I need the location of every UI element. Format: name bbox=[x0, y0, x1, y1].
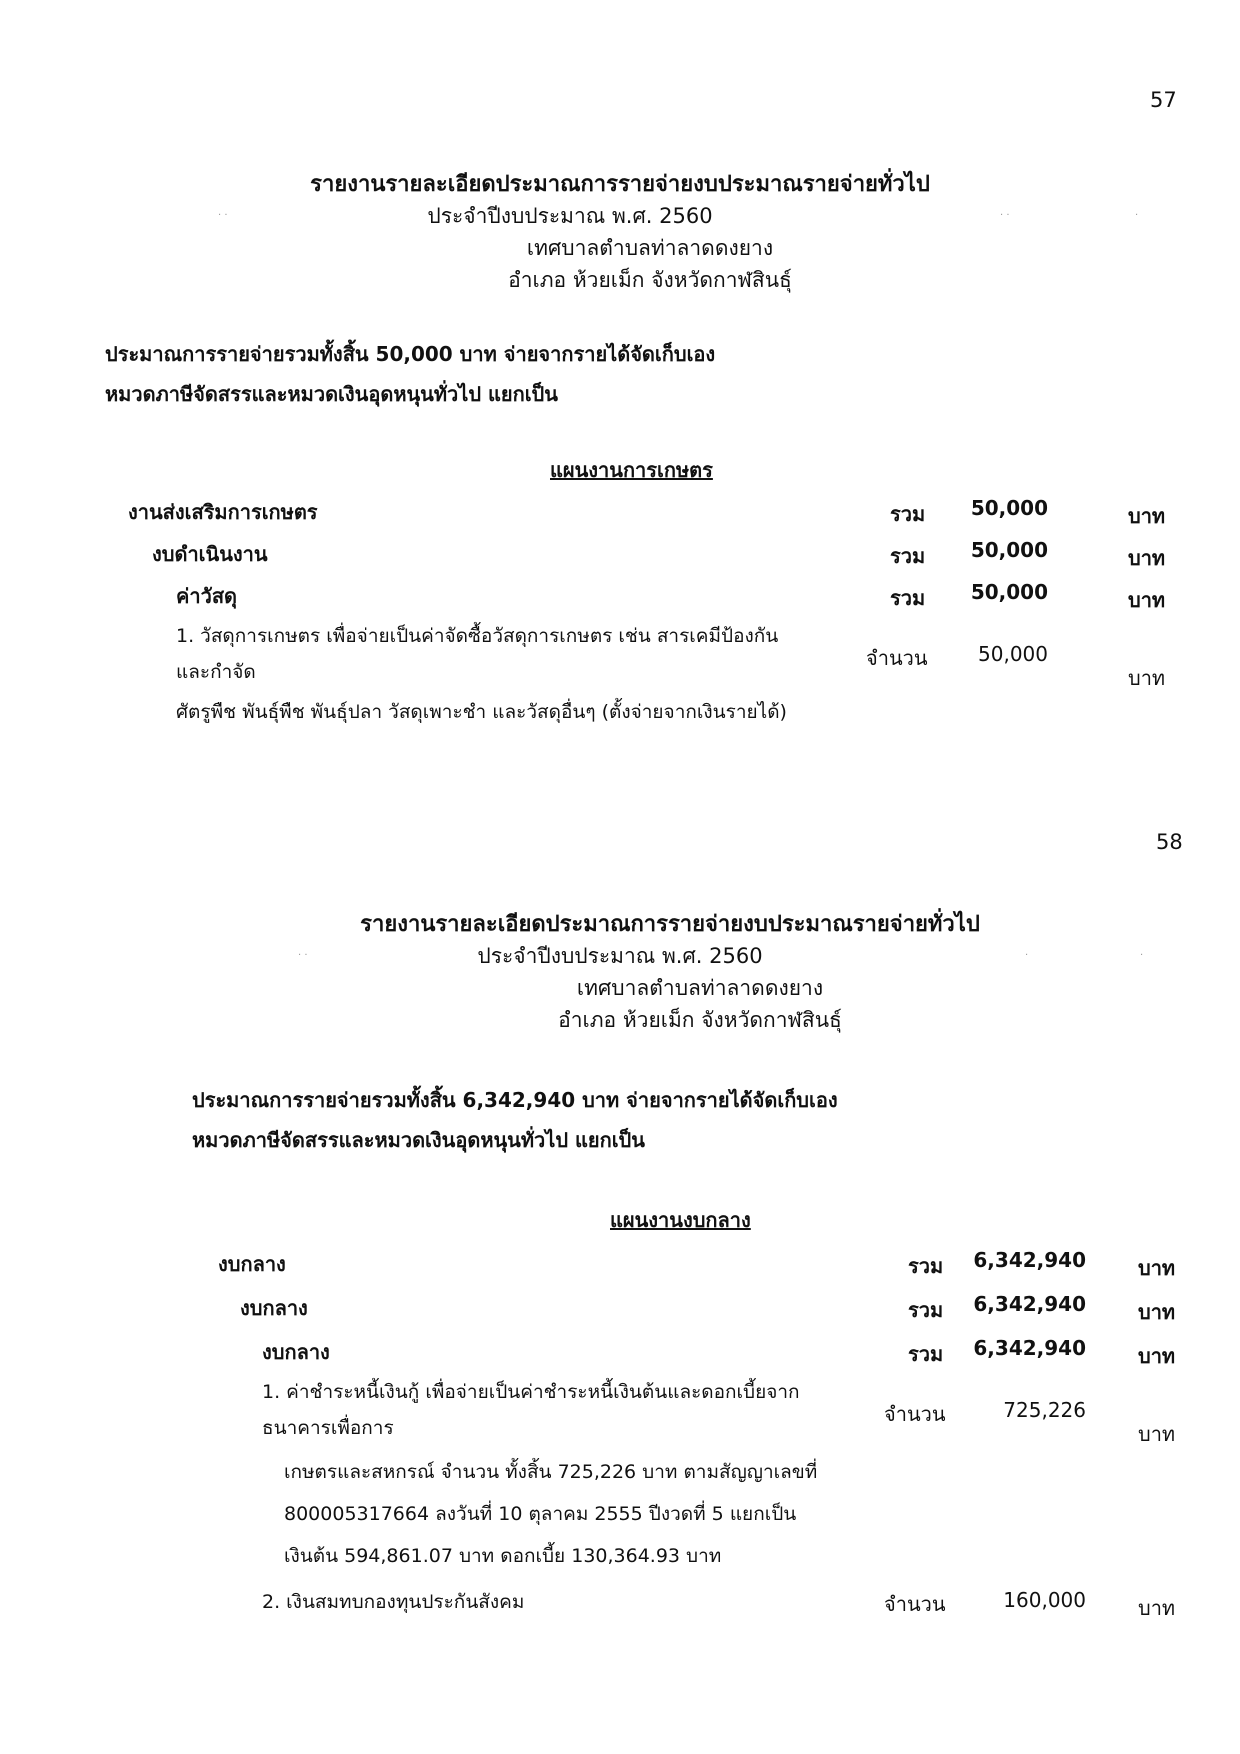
summary-line-2: หมวดภาษีจัดสรรและหมวดเงินอุดหนุนทั่วไป แยกเป็น bbox=[105, 382, 558, 406]
item-description-line: เกษตรและสหกรณ์ จำนวน ทั้งสิ้น 725,226 บาท ตามสัญญาเลขที่ bbox=[284, 1461, 818, 1483]
quantity-label: จำนวน bbox=[866, 646, 928, 670]
row-unit: บาท bbox=[1128, 504, 1166, 528]
item-description-line: ศัตรูพืช พันธุ์พืช พันธุ์ปลา วัสดุเพาะชำ และวัสดุอื่นๆ (ตั้งจ่ายจากเงินรายได้) bbox=[176, 701, 787, 723]
summary-line-1: ประมาณการรายจ่ายรวมทั้งสิ้น 50,000 บาท จ่ายจากรายได้จัดเก็บเอง bbox=[105, 342, 716, 366]
item-unit: บาท bbox=[1138, 1596, 1176, 1620]
row-amount: 50,000 bbox=[970, 580, 1048, 604]
row-label: ค่าวัสดุ bbox=[176, 584, 238, 608]
total-label: รวม bbox=[908, 1342, 944, 1366]
scan-artifact: · · bbox=[298, 950, 308, 961]
row-amount: 50,000 bbox=[970, 496, 1048, 520]
row-label: งบดำเนินงาน bbox=[152, 542, 268, 566]
scan-artifact: · bbox=[1025, 950, 1029, 961]
district-province: อำเภอ ห้วยเม็ก จังหวัดกาฬสินธุ์ bbox=[558, 1008, 842, 1032]
scan-artifact: · · bbox=[1000, 210, 1010, 221]
total-label: รวม bbox=[890, 502, 926, 526]
row-unit: บาท bbox=[1128, 588, 1166, 612]
row-amount: 6,342,940 bbox=[973, 1248, 1086, 1272]
item-amount: 725,226 bbox=[1003, 1398, 1086, 1422]
row-label: งานส่งเสริมการเกษตร bbox=[128, 500, 318, 524]
row-unit: บาท bbox=[1138, 1300, 1176, 1324]
total-label: รวม bbox=[890, 544, 926, 568]
row-label: งบกลาง bbox=[218, 1252, 286, 1276]
item-unit: บาท bbox=[1128, 666, 1166, 690]
item-description-line: 800005317664 ลงวันที่ 10 ตุลาคม 2555 ปีงวดที่ 5 แยกเป็น bbox=[284, 1503, 797, 1525]
organization-name: เทศบาลตำบลท่าลาดดงยาง bbox=[576, 976, 824, 1000]
row-amount: 50,000 bbox=[970, 538, 1048, 562]
district-province: อำเภอ ห้วยเม็ก จังหวัดกาฬสินธุ์ bbox=[508, 268, 792, 292]
report-title: รายงานรายละเอียดประมาณการรายจ่ายงบประมาณรายจ่ายทั่วไป bbox=[310, 172, 930, 197]
item-description-line: เงินต้น 594,861.07 บาท ดอกเบี้ย 130,364.93 บาท bbox=[284, 1545, 722, 1567]
scan-artifact: · bbox=[1135, 210, 1139, 221]
total-label: รวม bbox=[908, 1298, 944, 1322]
item-amount: 160,000 bbox=[1003, 1588, 1086, 1612]
page-number: 57 bbox=[1150, 88, 1177, 112]
organization-name: เทศบาลตำบลท่าลาดดงยาง bbox=[526, 236, 774, 260]
row-label: งบกลาง bbox=[262, 1340, 330, 1364]
plan-title: แผนงานการเกษตร bbox=[550, 458, 713, 482]
row-unit: บาท bbox=[1138, 1344, 1176, 1368]
item-description-line: 1. วัสดุการเกษตร เพื่อจ่ายเป็นค่าจัดซื้อวัสดุการเกษตร เช่น สารเคมีป้องกัน bbox=[176, 625, 779, 647]
report-title: รายงานรายละเอียดประมาณการรายจ่ายงบประมาณรายจ่ายทั่วไป bbox=[360, 912, 980, 937]
row-unit: บาท bbox=[1138, 1256, 1176, 1280]
total-label: รวม bbox=[890, 586, 926, 610]
row-label: งบกลาง bbox=[240, 1296, 308, 1320]
item-description-line: 2. เงินสมทบกองทุนประกันสังคม bbox=[262, 1591, 525, 1613]
quantity-label: จำนวน bbox=[884, 1592, 946, 1616]
row-amount: 6,342,940 bbox=[973, 1336, 1086, 1360]
summary-line-1: ประมาณการรายจ่ายรวมทั้งสิ้น 6,342,940 บาท จ่ายจากรายได้จัดเก็บเอง bbox=[192, 1088, 838, 1112]
quantity-label: จำนวน bbox=[884, 1402, 946, 1426]
scan-artifact: · bbox=[1140, 950, 1144, 961]
fiscal-year: ประจำปีงบประมาณ พ.ศ. 2560 bbox=[427, 204, 713, 228]
row-amount: 6,342,940 bbox=[973, 1292, 1086, 1316]
total-label: รวม bbox=[908, 1254, 944, 1278]
row-unit: บาท bbox=[1128, 546, 1166, 570]
item-amount: 50,000 bbox=[978, 642, 1048, 666]
page-number: 58 bbox=[1156, 830, 1183, 854]
fiscal-year: ประจำปีงบประมาณ พ.ศ. 2560 bbox=[477, 944, 763, 968]
summary-line-2: หมวดภาษีจัดสรรและหมวดเงินอุดหนุนทั่วไป แยกเป็น bbox=[192, 1128, 645, 1152]
item-description-line: และกำจัด bbox=[176, 661, 256, 683]
item-description-line: ธนาคารเพื่อการ bbox=[262, 1417, 394, 1439]
item-description-line: 1. ค่าชำระหนี้เงินกู้ เพื่อจ่ายเป็นค่าชำระหนี้เงินต้นและดอกเบี้ยจาก bbox=[262, 1381, 800, 1403]
scan-artifact: · · bbox=[218, 210, 228, 221]
item-unit: บาท bbox=[1138, 1422, 1176, 1446]
plan-title: แผนงานงบกลาง bbox=[610, 1208, 751, 1232]
